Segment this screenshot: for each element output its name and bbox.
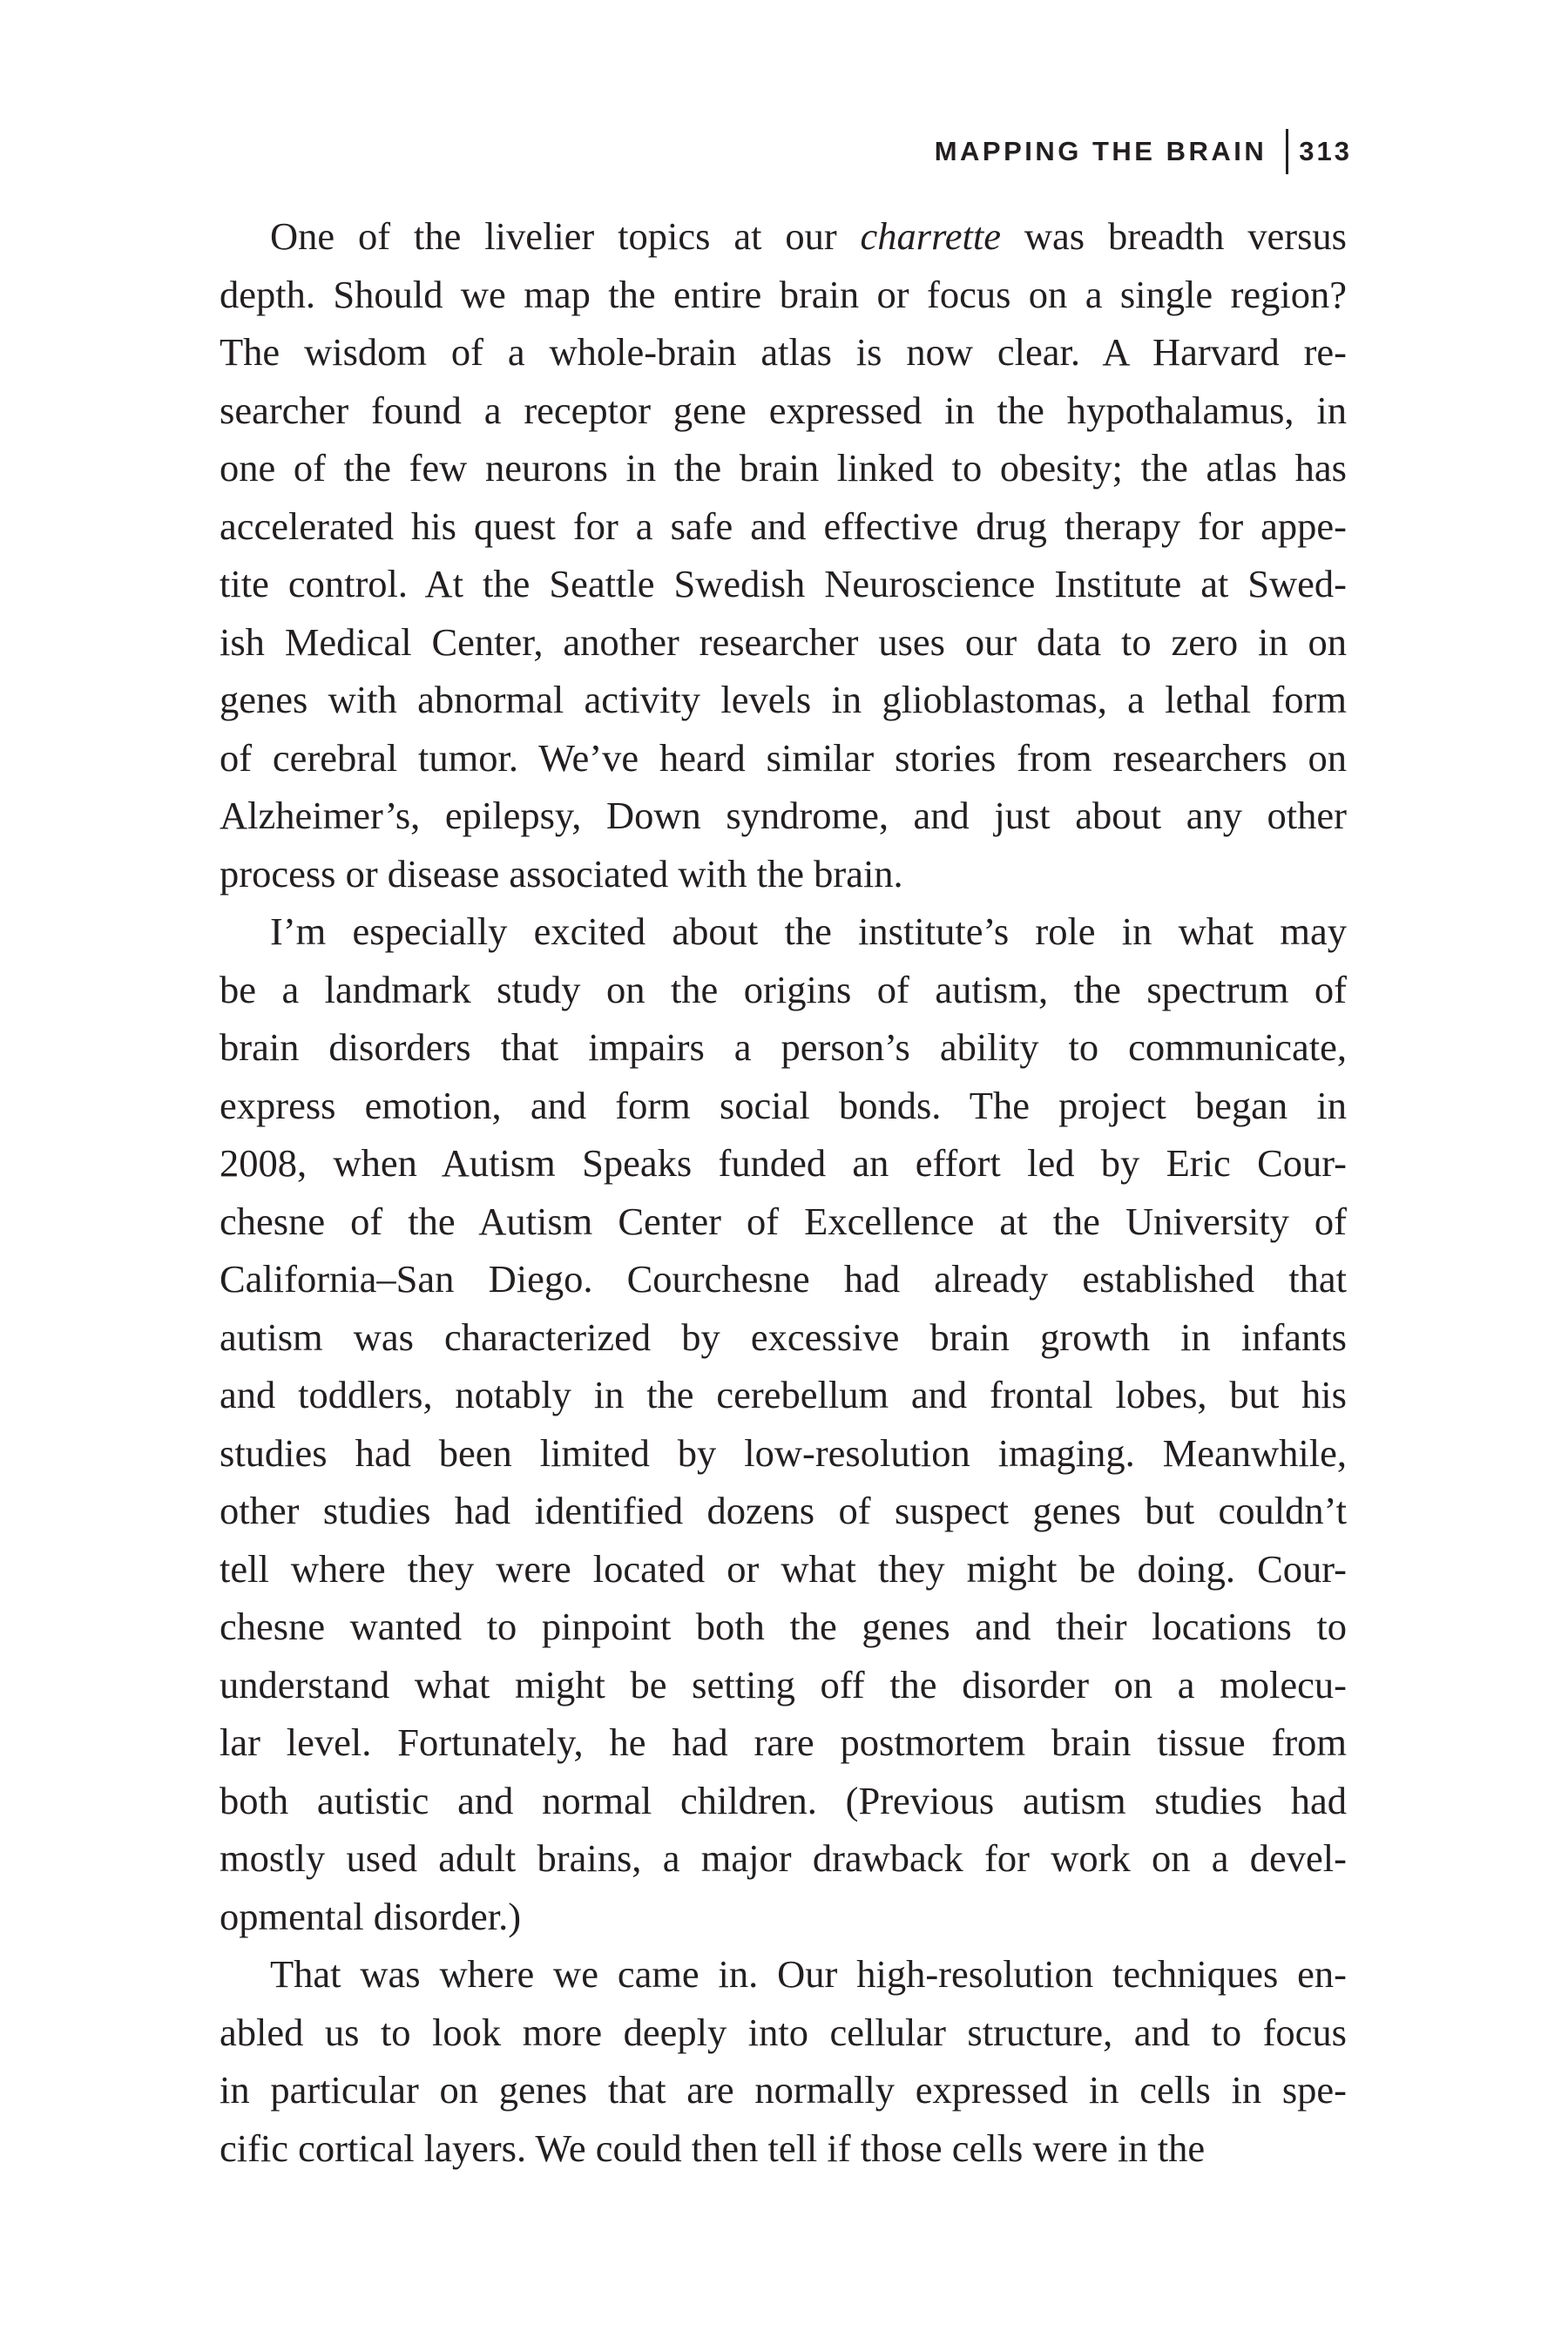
header-divider (1286, 129, 1288, 174)
text-line: understand what might be setting off the disorder on a molecu- (220, 1662, 1347, 1707)
text-line: mostly used adult brains, a major drawback for work on a devel- (220, 1836, 1347, 1880)
text-line: tite control. At the Seattle Swedish Neuroscience Institute at Swed- (220, 562, 1347, 605)
text-line: opmental disorder.) (220, 1894, 522, 1938)
running-head (935, 129, 1352, 174)
text-line: I’m especially excited about the institute’s role in what may (270, 909, 1347, 953)
text-line: searcher found a receptor gene expressed in the hypothalamus, in (220, 388, 1347, 432)
text-line: accelerated his quest for a safe and effective drug therapy for appe- (220, 504, 1347, 548)
paragraph (220, 902, 1347, 1945)
text-line: One of the livelier topics at our charrette was breadth versus (270, 214, 1347, 258)
text-line: autism was characterized by excessive brain growth in infants (220, 1315, 1347, 1359)
page-number: 313 (1299, 136, 1352, 166)
body-text (220, 207, 1347, 2177)
text-line: lar level. Fortunately, he had rare postmortem brain tissue from (220, 1720, 1347, 1764)
text-line: be a landmark study on the origins of autism, the spectrum of (220, 967, 1347, 1011)
paragraph (220, 207, 1347, 902)
text-line: both autistic and normal children. (Previous autism studies had (220, 1778, 1347, 1822)
text-line: cific cortical layers. We could then tell if those cells were in the (220, 2126, 1206, 2170)
text-line: That was where we came in. Our high-resolution techniques en- (270, 1952, 1347, 1996)
text-line: other studies had identified dozens of suspect genes but couldn’t (220, 1489, 1347, 1532)
text-line: in particular on genes that are normally expressed in cells in spe- (220, 2068, 1347, 2112)
text-line: Alzheimer’s, epilepsy, Down syndrome, and just about any other (220, 794, 1347, 837)
text-line: abled us to look more deeply into cellular structure, and to focus (220, 2010, 1347, 2054)
text-line: chesne of the Autism Center of Excellence at the University of (220, 1199, 1347, 1243)
text-line: California–San Diego. Courchesne had already established that (220, 1257, 1347, 1301)
text-line: one of the few neurons in the brain linked to obesity; the atlas has (220, 446, 1347, 490)
paragraph (220, 1945, 1347, 2177)
text-line: 2008, when Autism Speaks funded an effort led by Eric Cour- (220, 1141, 1347, 1185)
text-line: and toddlers, notably in the cerebellum and frontal lobes, but his (220, 1373, 1347, 1416)
text-line: process or disease associated with the brain. (220, 851, 903, 896)
text-line: chesne wanted to pinpoint both the genes and their locations to (220, 1605, 1347, 1648)
text-line: The wisdom of a whole-brain atlas is now clear. A Harvard re- (220, 330, 1347, 374)
italic-term: charrette (860, 214, 1001, 258)
text-line: express emotion, and form social bonds. The project began in (220, 1083, 1347, 1127)
text-line: brain disorders that impairs a person’s ability to communicate, (220, 1025, 1347, 1069)
text-line: studies had been limited by low-resolution imaging. Meanwhile, (220, 1430, 1347, 1475)
text-line: ish Medical Center, another researcher uses our data to zero in on (220, 619, 1347, 664)
text-line: genes with abnormal activity levels in glioblastomas, a lethal form (220, 678, 1347, 721)
text-line: depth. Should we map the entire brain or focus on a single region? (220, 272, 1347, 316)
running-title: MAPPING THE BRAIN (934, 136, 1267, 166)
text-line: of cerebral tumor. We’ve heard similar stories from researchers on (220, 735, 1347, 780)
text-line: tell where they were located or what they might be doing. Cour- (220, 1546, 1347, 1591)
